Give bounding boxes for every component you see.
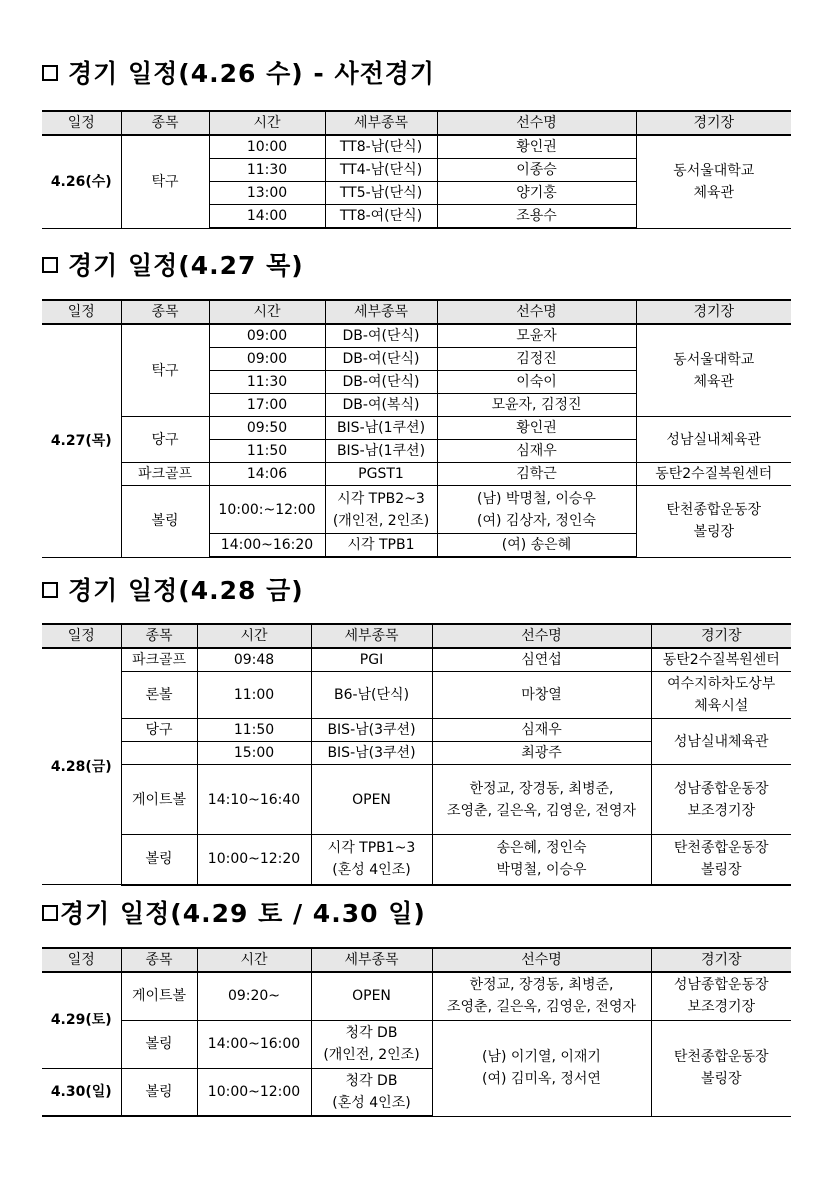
venue-cell (651, 1020, 791, 1116)
event-line: (개인전, 2인조) (323, 1047, 420, 1063)
event-line: (혼성 4인조) (332, 1094, 411, 1111)
event-cell: DB-여(단식) (325, 371, 437, 394)
time-cell: 10:00~12:20 (197, 835, 311, 885)
event-cell: BIS-남(1쿠션) (325, 417, 437, 440)
table-row (42, 765, 791, 835)
time-cell: 10:00 (209, 135, 325, 159)
venue-cell: 성남실내체육관 (651, 719, 791, 765)
event-cell: BIS-남(3쿠션) (311, 742, 432, 765)
venue-line: 볼링장 (693, 524, 735, 541)
sport-cell: 당구 (121, 417, 209, 463)
sport-cell: 볼링 (121, 1020, 197, 1068)
header-date: 일정 (42, 948, 121, 972)
header-sport: 종목 (121, 111, 209, 135)
players-line: 박명철, 이승우 (496, 862, 587, 879)
time-cell: 14:06 (209, 463, 325, 486)
header-event: 세부종목 (325, 300, 437, 324)
section-heading-4-26 (42, 58, 435, 90)
date-cell: 4.29(토) (42, 972, 121, 1068)
time-cell: 09:00 (209, 324, 325, 348)
players-cell: 심연섭 (432, 648, 651, 672)
venue-cell: 성남실내체육관 (636, 417, 791, 463)
time-cell: 11:50 (197, 719, 311, 742)
players-cell: 이숙이 (437, 371, 636, 394)
section-heading-4-29-4-30 (42, 898, 426, 930)
time-cell: 14:10~16:40 (197, 765, 311, 835)
players-line: 송은혜, 정인숙 (496, 840, 587, 857)
sport-cell: 볼링 (121, 835, 197, 885)
header-sport: 종목 (121, 948, 197, 972)
table-row (42, 486, 791, 534)
header-time: 시간 (197, 624, 311, 648)
header-time: 시간 (197, 948, 311, 972)
venue-line: 성남종합운동장 (673, 780, 769, 797)
players-cell: 황인권 (437, 417, 636, 440)
players-cell (432, 972, 651, 1020)
players-cell: 김정진 (437, 348, 636, 371)
event-cell: PGST1 (325, 463, 437, 486)
sport-cell: 탁구 (121, 324, 209, 417)
event-line: (개인전, 2인조) (332, 512, 430, 529)
event-cell: OPEN (311, 765, 432, 835)
date-cell: 4.28(금) (42, 648, 121, 885)
header-date: 일정 (42, 111, 121, 135)
venue-line: 탄천종합운동장 (673, 840, 769, 857)
venue-cell (636, 135, 791, 228)
venue-line: 동서울대학교 (673, 162, 755, 179)
sport-cell: 게이트볼 (121, 765, 197, 835)
schedule-table-4-29-4-30 (42, 947, 791, 1117)
venue-line: 볼링장 (700, 862, 742, 879)
header-event: 세부종목 (311, 624, 432, 648)
event-cell (325, 486, 437, 534)
players-line: (남) 박명철, 이승우 (477, 490, 596, 507)
time-cell: 17:00 (209, 394, 325, 417)
date-cell: 4.26(수) (42, 135, 121, 228)
players-cell (432, 765, 651, 835)
event-cell: DB-여(단식) (325, 348, 437, 371)
checkbox-square-icon (42, 582, 58, 598)
players-cell: 심재우 (432, 719, 651, 742)
section-title: 경기 일정(4.28 금) (68, 576, 304, 605)
table-row (42, 324, 791, 348)
venue-line: 여수지하차도상부 (667, 676, 776, 692)
players-cell: 조용수 (437, 205, 636, 229)
event-cell: OPEN (311, 972, 432, 1020)
table-header-row (42, 624, 791, 648)
header-venue: 경기장 (636, 111, 791, 135)
players-cell (437, 486, 636, 534)
players-line: 한정교, 장경동, 최병준, (469, 780, 614, 797)
sport-cell: 탁구 (121, 135, 209, 228)
sport-cell: 볼링 (121, 1068, 197, 1116)
table-row (42, 835, 791, 885)
header-sport: 종목 (121, 624, 197, 648)
players-line: (남) 이기열, 이재기 (482, 1049, 601, 1065)
table-row (42, 648, 791, 672)
time-cell: 15:00 (197, 742, 311, 765)
players-cell: 김학근 (437, 463, 636, 486)
players-cell: 이종승 (437, 159, 636, 182)
event-cell (311, 1068, 432, 1116)
header-players: 선수명 (432, 624, 651, 648)
venue-cell (651, 672, 791, 719)
players-cell: (여) 송은혜 (437, 534, 636, 558)
table-row (42, 135, 791, 159)
venue-line: 성남종합운동장 (673, 977, 769, 994)
venue-cell: 동탄2수질복원센터 (636, 463, 791, 486)
section-heading-4-28 (42, 575, 304, 607)
schedule-table-4-27 (42, 299, 791, 558)
time-cell: 11:30 (209, 371, 325, 394)
players-line: 조영춘, 길은옥, 김영운, 전영자 (447, 999, 636, 1016)
event-cell: TT8-여(단식) (325, 205, 437, 229)
players-line: (여) 김미옥, 정서연 (482, 1071, 601, 1087)
sport-cell: 파크골프 (121, 648, 197, 672)
time-cell: 09:20~ (197, 972, 311, 1020)
time-cell: 11:30 (209, 159, 325, 182)
players-line: 조영춘, 길은옥, 김영운, 전영자 (447, 802, 636, 819)
table-header-row (42, 111, 791, 135)
header-venue: 경기장 (636, 300, 791, 324)
date-cell: 4.27(목) (42, 324, 121, 557)
event-cell (311, 1020, 432, 1068)
sport-cell: 볼링 (121, 486, 209, 558)
section-title: 경기 일정(4.27 목) (68, 251, 304, 280)
event-line: 청각 DB (345, 1072, 398, 1089)
sport-cell: 론볼 (121, 672, 197, 719)
header-players: 선수명 (437, 300, 636, 324)
players-cell: 황인권 (437, 135, 636, 159)
players-cell (432, 1020, 651, 1116)
venue-line: 탄천종합운동장 (673, 1049, 769, 1065)
checkbox-square-icon (42, 65, 58, 81)
event-cell: PGI (311, 648, 432, 672)
header-sport: 종목 (121, 300, 209, 324)
header-time: 시간 (209, 300, 325, 324)
venue-line: 볼링장 (700, 1071, 742, 1087)
event-cell (311, 835, 432, 885)
event-cell: TT5-남(단식) (325, 182, 437, 205)
table-row (42, 417, 791, 440)
players-cell (432, 835, 651, 885)
event-cell: DB-여(단식) (325, 324, 437, 348)
players-cell: 양기홍 (437, 182, 636, 205)
venue-cell (636, 486, 791, 558)
checkbox-square-icon (42, 905, 58, 921)
table-row (42, 719, 791, 742)
players-cell: 모윤자, 김정진 (437, 394, 636, 417)
event-cell: BIS-남(1쿠션) (325, 440, 437, 463)
table-header-row (42, 300, 791, 324)
schedule-table-4-26 (42, 110, 791, 229)
header-players: 선수명 (437, 111, 636, 135)
event-cell: BIS-남(3쿠션) (311, 719, 432, 742)
event-line: 청각 DB (345, 1025, 398, 1041)
sport-cell: 파크골프 (121, 463, 209, 486)
header-time: 시간 (209, 111, 325, 135)
section-title: 경기 일정(4.26 수) - 사전경기 (68, 59, 436, 88)
venue-cell (651, 972, 791, 1020)
event-cell: B6-남(단식) (311, 672, 432, 719)
event-line: 시각 TPB1~3 (327, 840, 416, 857)
table-row (42, 463, 791, 486)
header-venue: 경기장 (651, 948, 791, 972)
event-line: (혼성 4인조) (332, 862, 411, 879)
event-cell: TT4-남(단식) (325, 159, 437, 182)
time-cell: 11:50 (209, 440, 325, 463)
players-cell: 심재우 (437, 440, 636, 463)
sport-cell: 게이트볼 (121, 972, 197, 1020)
players-cell: 최광주 (432, 742, 651, 765)
players-line: 한정교, 장경동, 최병준, (469, 977, 614, 994)
time-cell: 09:50 (209, 417, 325, 440)
header-players: 선수명 (432, 948, 651, 972)
section-heading-4-27 (42, 250, 304, 282)
time-cell: 14:00~16:20 (209, 534, 325, 558)
header-venue: 경기장 (651, 624, 791, 648)
players-cell: 마창열 (432, 672, 651, 719)
venue-cell (651, 765, 791, 835)
sport-cell-empty (121, 742, 197, 765)
venue-line: 탄천종합운동장 (666, 502, 762, 519)
time-cell: 09:48 (197, 648, 311, 672)
time-cell: 10:00:~12:00 (209, 486, 325, 534)
date-cell: 4.30(일) (42, 1068, 121, 1116)
time-cell: 10:00~12:00 (197, 1068, 311, 1116)
venue-line: 체육관 (693, 184, 735, 201)
players-line: (여) 김상자, 정인숙 (477, 512, 596, 529)
venue-cell (651, 835, 791, 885)
venue-cell: 동탄2수질복원센터 (651, 648, 791, 672)
table-row (42, 672, 791, 719)
header-event: 세부종목 (325, 111, 437, 135)
table-row (42, 1020, 791, 1068)
venue-line: 보조경기장 (687, 802, 756, 819)
venue-cell (636, 324, 791, 417)
time-cell: 09:00 (209, 348, 325, 371)
sport-cell: 당구 (121, 719, 197, 742)
checkbox-square-icon (42, 257, 58, 273)
event-cell: TT8-남(단식) (325, 135, 437, 159)
time-cell: 13:00 (209, 182, 325, 205)
event-cell: DB-여(복식) (325, 394, 437, 417)
table-header-row (42, 948, 791, 972)
players-cell: 모윤자 (437, 324, 636, 348)
header-date: 일정 (42, 624, 121, 648)
venue-line: 체육관 (693, 373, 735, 390)
event-cell: 시각 TPB1 (325, 534, 437, 558)
schedule-table-4-28 (42, 623, 791, 886)
venue-line: 보조경기장 (687, 999, 756, 1016)
venue-line: 동서울대학교 (673, 351, 755, 368)
venue-line: 체육시설 (694, 698, 749, 714)
time-cell: 14:00 (209, 205, 325, 229)
time-cell: 11:00 (197, 672, 311, 719)
header-date: 일정 (42, 300, 121, 324)
header-event: 세부종목 (311, 948, 432, 972)
table-row (42, 972, 791, 1020)
time-cell: 14:00~16:00 (197, 1020, 311, 1068)
event-line: 시각 TPB2~3 (337, 490, 425, 507)
section-title: 경기 일정(4.29 토 / 4.30 일) (60, 899, 426, 928)
